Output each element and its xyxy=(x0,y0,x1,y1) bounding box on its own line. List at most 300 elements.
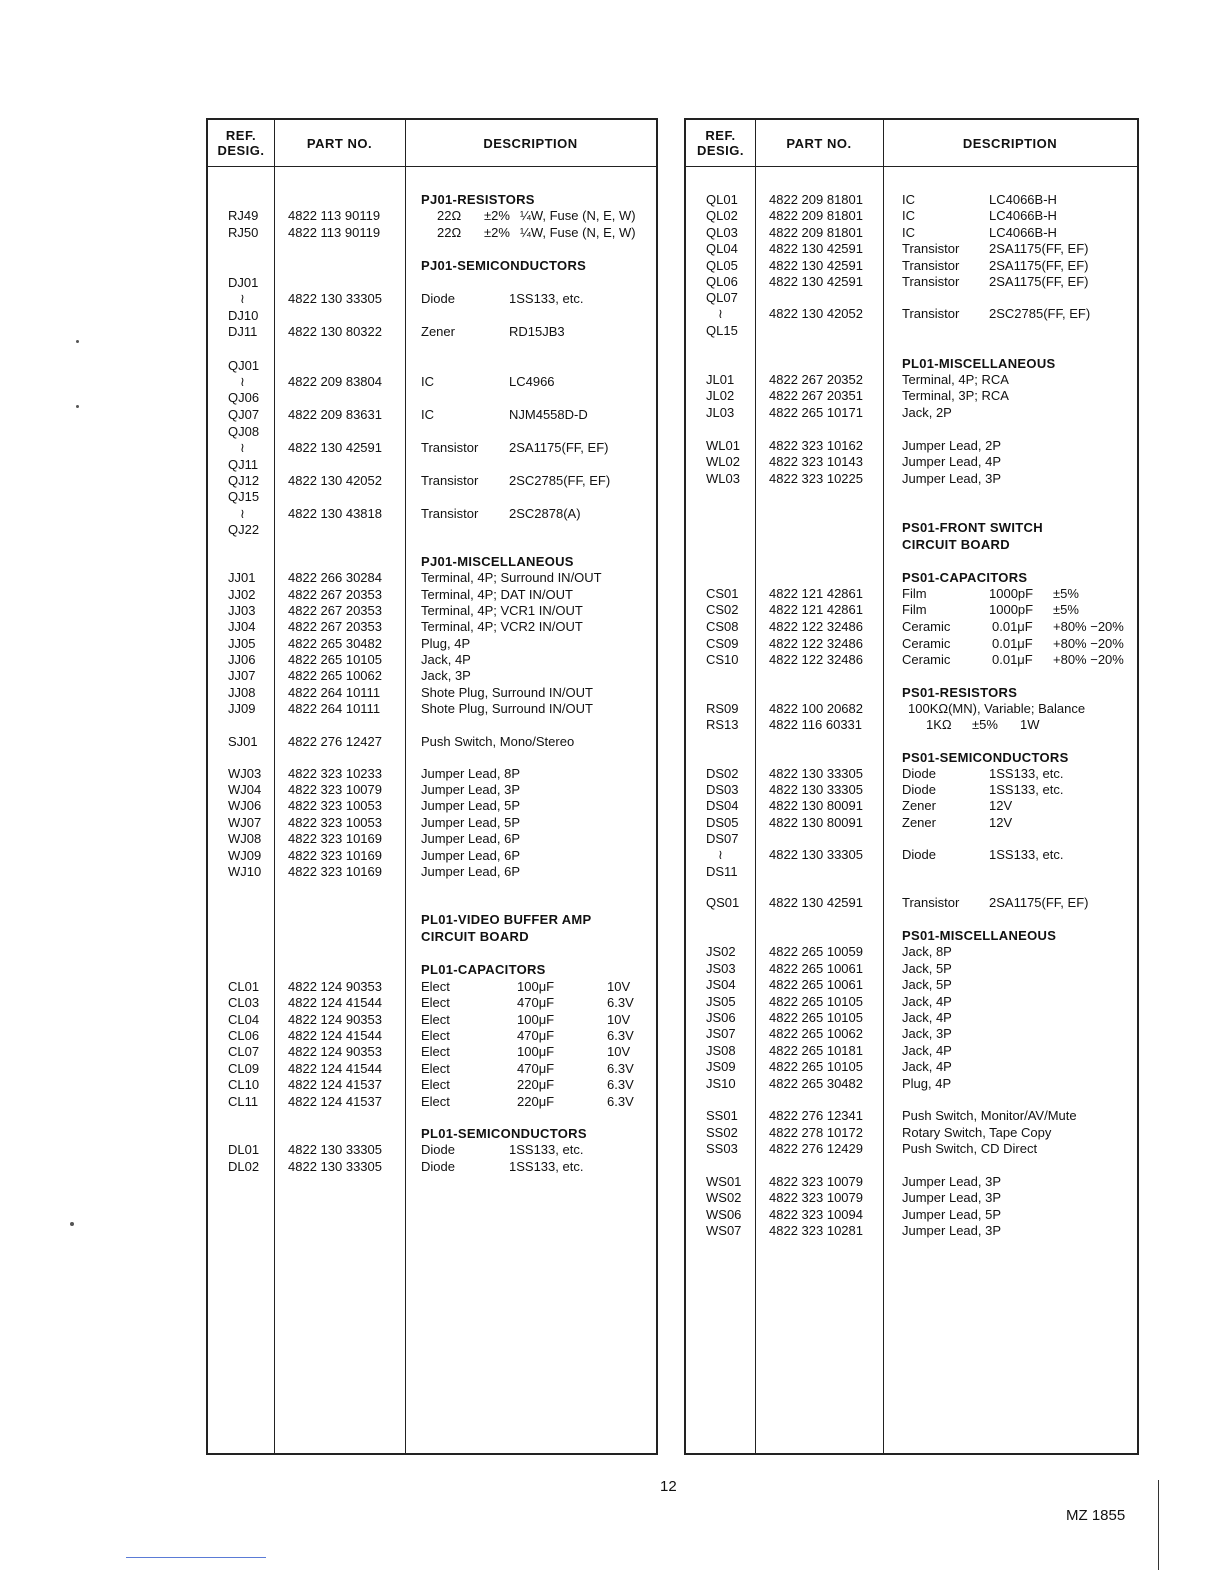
description-text: Diode xyxy=(902,766,936,781)
section-heading-text: PS01-MISCELLANEOUS xyxy=(902,928,1057,943)
table-row xyxy=(208,815,656,831)
description-text: 0.01μF xyxy=(992,619,1033,634)
part-number: 4822 122 32486 xyxy=(769,619,863,634)
section-heading xyxy=(686,570,1137,586)
section-heading-text: PJ01-RESISTORS xyxy=(421,192,535,207)
part-number: 4822 265 10062 xyxy=(769,1026,863,1041)
section-heading xyxy=(208,192,656,208)
description-text: Jack, 4P xyxy=(902,994,952,1009)
scan-speck xyxy=(76,340,79,343)
table-row xyxy=(686,225,1137,241)
table-row xyxy=(208,603,656,619)
description-text: Elect xyxy=(421,1012,450,1027)
description-text: Terminal, 4P; VCR1 IN/OUT xyxy=(421,603,583,618)
description-text: Elect xyxy=(421,1094,450,1109)
ref-desig: QL03 xyxy=(706,225,738,240)
header-divider xyxy=(686,166,1137,167)
document-id: MZ 1855 xyxy=(1066,1507,1126,1524)
description-text: Terminal, 4P; Surround IN/OUT xyxy=(421,570,602,585)
part-number: 4822 130 33305 xyxy=(769,782,863,797)
part-number: 4822 323 10053 xyxy=(288,798,382,813)
part-number: 4822 276 12341 xyxy=(769,1108,863,1123)
part-number: 4822 130 42052 xyxy=(769,306,863,321)
table-row xyxy=(686,1043,1137,1059)
description-text: Jumper Lead, 5P xyxy=(902,1207,1002,1222)
table-row xyxy=(686,1026,1137,1042)
table-row xyxy=(686,306,1137,322)
description-text: Transistor xyxy=(902,258,960,273)
ref-desig: CL01 xyxy=(228,979,260,994)
ref-desig: SS01 xyxy=(706,1108,738,1123)
ref-desig: WJ04 xyxy=(228,782,262,797)
description-text: Elect xyxy=(421,1077,450,1092)
ref-desig: JJ06 xyxy=(228,652,256,667)
section-heading-text: PS01-RESISTORS xyxy=(902,685,1018,700)
part-number: 4822 130 43818 xyxy=(288,506,382,521)
ref-desig: JS05 xyxy=(706,994,736,1009)
table-row xyxy=(208,831,656,847)
part-number: 4822 209 81801 xyxy=(769,225,863,240)
ref-desig: QJ12 xyxy=(228,473,260,488)
part-number: 4822 113 90119 xyxy=(288,208,381,223)
description-text: Jumper Lead, 3P xyxy=(902,1174,1002,1189)
table-row xyxy=(686,977,1137,993)
ref-desig: QS01 xyxy=(706,895,740,910)
table-row xyxy=(208,864,656,880)
part-number: 4822 267 20353 xyxy=(288,619,382,634)
table-row xyxy=(208,848,656,864)
description-text: ±5% xyxy=(1053,602,1079,617)
table-row xyxy=(208,1094,656,1110)
ref-desig: WS06 xyxy=(706,1207,742,1222)
description-text: Jack, 5P xyxy=(902,977,952,992)
description-text: 2SC2878(A) xyxy=(509,506,581,521)
table-row xyxy=(686,208,1137,224)
description-text: Transistor xyxy=(421,440,479,455)
table-row xyxy=(686,847,1137,863)
table-row xyxy=(208,358,656,374)
table-row xyxy=(686,602,1137,618)
description-text: Terminal, 4P; VCR2 IN/OUT xyxy=(421,619,583,634)
description-text: Jumper Lead, 2P xyxy=(902,438,1002,453)
ref-desig: CL03 xyxy=(228,995,260,1010)
description-text: +80% −20% xyxy=(1053,636,1124,651)
ref-desig: QL02 xyxy=(706,208,738,223)
table-row xyxy=(686,798,1137,814)
ref-desig: WJ06 xyxy=(228,798,262,813)
part-number: 4822 323 10169 xyxy=(288,864,382,879)
description-text: Shote Plug, Surround IN/OUT xyxy=(421,685,593,700)
table-row xyxy=(208,324,656,340)
ref-desig: SS02 xyxy=(706,1125,738,1140)
description-text: Jumper Lead, 3P xyxy=(902,1223,1002,1238)
table-row xyxy=(208,225,656,241)
part-number: 4822 323 10053 xyxy=(288,815,382,830)
description-text: 470μF xyxy=(517,1028,555,1043)
part-number: 4822 265 30482 xyxy=(769,1076,863,1091)
ref-desig: JS02 xyxy=(706,944,736,959)
ref-desig: RJ50 xyxy=(228,225,259,240)
section-heading-text: PS01-SEMICONDUCTORS xyxy=(902,750,1069,765)
ref-desig: QJ15 xyxy=(228,489,260,504)
description-text: Diode xyxy=(902,847,936,862)
ref-desig: JL01 xyxy=(706,372,735,387)
description-text: Plug, 4P xyxy=(421,636,471,651)
part-number: 4822 124 41544 xyxy=(288,1028,382,1043)
description-text: Terminal, 4P; RCA xyxy=(902,372,1009,387)
description-text: LC4066B-H xyxy=(989,225,1057,240)
ref-desig: DS11 xyxy=(706,864,738,879)
table-row xyxy=(208,619,656,635)
part-number: 4822 209 81801 xyxy=(769,192,863,207)
description-text: Rotary Switch, Tape Copy xyxy=(902,1125,1052,1140)
description-text: Elect xyxy=(421,1061,450,1076)
table-row xyxy=(208,506,656,522)
description-text: 6.3V xyxy=(607,1077,634,1092)
part-number: 4822 266 30284 xyxy=(288,570,382,585)
description-text: Transistor xyxy=(421,473,479,488)
description-text: Jumper Lead, 6P xyxy=(421,848,521,863)
description-text: Diode xyxy=(421,1159,455,1174)
table-row xyxy=(208,570,656,586)
table-row xyxy=(686,323,1137,339)
description-text: Elect xyxy=(421,995,450,1010)
table-row xyxy=(208,489,656,505)
description-text: Jumper Lead, 8P xyxy=(421,766,521,781)
ref-desig: WJ07 xyxy=(228,815,262,830)
table-row xyxy=(686,1010,1137,1026)
table-row xyxy=(686,782,1137,798)
ref-desig: WS02 xyxy=(706,1190,742,1205)
part-number: 4822 121 42861 xyxy=(769,602,863,617)
part-number: 4822 100 20682 xyxy=(769,701,863,716)
ref-desig: WL02 xyxy=(706,454,740,469)
description-text: 1SS133, etc. xyxy=(509,1159,584,1174)
part-number: 4822 130 42591 xyxy=(769,895,863,910)
section-heading xyxy=(686,750,1137,766)
table-row xyxy=(686,864,1137,880)
description-text: Diode xyxy=(421,291,455,306)
ref-desig: QL01 xyxy=(706,192,738,207)
description-text: 12V xyxy=(989,815,1013,830)
description-text: LC4966 xyxy=(509,374,555,389)
description-text: 2SC2785(FF, EF) xyxy=(509,473,611,488)
table-row xyxy=(686,258,1137,274)
part-number: 4822 130 33305 xyxy=(769,766,863,781)
section-heading-text: PL01-SEMICONDUCTORS xyxy=(421,1126,587,1141)
part-number: 4822 323 10169 xyxy=(288,848,382,863)
part-number: 4822 265 10105 xyxy=(769,1059,863,1074)
header-description: DESCRIPTION xyxy=(483,135,578,151)
section-heading xyxy=(686,928,1137,944)
ref-desig: WL03 xyxy=(706,471,740,486)
ref-desig: DJ10 xyxy=(228,308,259,323)
table-row xyxy=(686,1190,1137,1206)
section-heading-text: PL01-VIDEO BUFFER AMP xyxy=(421,912,592,927)
part-number: 4822 130 42052 xyxy=(288,473,382,488)
part-number: 4822 265 10059 xyxy=(769,944,863,959)
description-text: Transistor xyxy=(902,241,960,256)
part-number: 4822 264 10111 xyxy=(288,685,381,700)
part-number: 4822 323 10233 xyxy=(288,766,382,781)
table-row xyxy=(686,1207,1137,1223)
description-text: ¼W, Fuse (N, E, W) xyxy=(520,208,636,223)
table-row xyxy=(686,815,1137,831)
table-row xyxy=(208,587,656,603)
part-number: 4822 265 10062 xyxy=(288,668,382,683)
table-row xyxy=(208,457,656,473)
table-row xyxy=(208,734,656,750)
table-row xyxy=(686,1174,1137,1190)
table-row xyxy=(208,766,656,782)
description-text: 1SS133, etc. xyxy=(989,766,1064,781)
part-number: 4822 122 32486 xyxy=(769,652,863,667)
description-text: 1SS133, etc. xyxy=(989,847,1064,862)
part-number: 4822 323 10079 xyxy=(288,782,382,797)
table-row xyxy=(686,619,1137,635)
table-row xyxy=(686,1059,1137,1075)
description-text: 6.3V xyxy=(607,1094,634,1109)
description-text: Diode xyxy=(421,1142,455,1157)
part-number: 4822 124 90353 xyxy=(288,1044,382,1059)
table-row xyxy=(686,405,1137,421)
part-number: 4822 323 10143 xyxy=(769,454,863,469)
ref-desig: QL06 xyxy=(706,274,738,289)
section-heading-text: CIRCUIT BOARD xyxy=(902,537,1010,552)
ref-desig: DJ11 xyxy=(228,324,258,339)
part-number: 4822 124 41544 xyxy=(288,995,382,1010)
part-number: 4822 265 10171 xyxy=(769,405,863,420)
ref-desig: JS03 xyxy=(706,961,736,976)
description-text: IC xyxy=(902,208,915,223)
description-text: Push Switch, Monitor/AV/Mute xyxy=(902,1108,1077,1123)
description-text: 2SA1175(FF, EF) xyxy=(989,895,1089,910)
description-text: 22Ω xyxy=(437,225,462,240)
part-number: 4822 130 42591 xyxy=(288,440,382,455)
page-number: 12 xyxy=(660,1478,677,1495)
table-row xyxy=(208,522,656,538)
ref-desig: CS08 xyxy=(706,619,739,634)
table-row xyxy=(686,831,1137,847)
ref-desig: CL10 xyxy=(228,1077,260,1092)
description-text: Jack, 5P xyxy=(902,961,952,976)
description-text: Transistor xyxy=(421,506,479,521)
table-row xyxy=(208,275,656,291)
part-number: 4822 130 33305 xyxy=(288,1142,382,1157)
part-number: 4822 124 41537 xyxy=(288,1077,382,1092)
description-text: LC4066B-H xyxy=(989,208,1057,223)
table-row xyxy=(686,1108,1137,1124)
ref-desig: JJ04 xyxy=(228,619,256,634)
table-row xyxy=(208,1012,656,1028)
description-text: 100μF xyxy=(517,1044,555,1059)
ref-desig: WS07 xyxy=(706,1223,742,1238)
table-row xyxy=(208,291,656,307)
description-text: 470μF xyxy=(517,1061,555,1076)
ref-desig: JJ02 xyxy=(228,587,256,602)
table-row xyxy=(686,586,1137,602)
section-heading-text: PL01-CAPACITORS xyxy=(421,962,546,977)
ref-desig: RS13 xyxy=(706,717,739,732)
section-heading-text: PS01-CAPACITORS xyxy=(902,570,1028,585)
table-row xyxy=(686,701,1137,717)
table-row xyxy=(686,1141,1137,1157)
table-row xyxy=(686,274,1137,290)
ref-desig: RS09 xyxy=(706,701,739,716)
description-text: RD15JB3 xyxy=(509,324,565,339)
ref-desig: QL05 xyxy=(706,258,738,273)
table-row xyxy=(686,961,1137,977)
ref-desig: JS04 xyxy=(706,977,736,992)
description-text: Jack, 3P xyxy=(902,1026,952,1041)
description-text: Shote Plug, Surround IN/OUT xyxy=(421,701,593,716)
ref-desig: JJ08 xyxy=(228,685,256,700)
description-text: IC xyxy=(902,225,915,240)
table-row xyxy=(208,1044,656,1060)
description-text: 1SS133, etc. xyxy=(509,291,584,306)
part-number: 4822 265 10105 xyxy=(288,652,382,667)
part-number: 4822 124 90353 xyxy=(288,1012,382,1027)
description-text: Push Switch, CD Direct xyxy=(902,1141,1038,1156)
description-text: 1KΩ xyxy=(926,717,952,732)
ref-desig: JJ07 xyxy=(228,668,256,683)
part-number: 4822 130 33305 xyxy=(288,291,382,306)
part-number: 4822 130 80091 xyxy=(769,815,863,830)
table-row xyxy=(686,1125,1137,1141)
header-part-no: PART NO. xyxy=(306,135,373,151)
section-heading xyxy=(686,685,1137,701)
part-number: 4822 267 20352 xyxy=(769,372,863,387)
description-text: Jumper Lead, 6P xyxy=(421,864,521,879)
ref-desig: QJ11 xyxy=(228,457,259,472)
description-text: 2SA1175(FF, EF) xyxy=(989,241,1089,256)
description-text: Jumper Lead, 5P xyxy=(421,815,521,830)
ref-desig: ≀ xyxy=(240,440,245,455)
part-number: 4822 209 83804 xyxy=(288,374,382,389)
part-number: 4822 323 10079 xyxy=(769,1190,863,1205)
table-row xyxy=(686,1223,1137,1239)
table-row xyxy=(208,390,656,406)
description-text: Ceramic xyxy=(902,636,951,651)
ref-desig: QL07 xyxy=(706,290,738,305)
table-row xyxy=(208,208,656,224)
ref-desig: QL04 xyxy=(706,241,738,256)
description-text: Jumper Lead, 4P xyxy=(902,454,1002,469)
description-text: ±5% xyxy=(972,717,998,732)
section-heading-text: PS01-FRONT SWITCH xyxy=(902,520,1043,535)
description-text: 1SS133, etc. xyxy=(509,1142,584,1157)
parts-table-right xyxy=(684,118,1139,1455)
description-text: Film xyxy=(902,602,927,617)
description-text: Plug, 4P xyxy=(902,1076,952,1091)
ref-desig: QJ01 xyxy=(228,358,260,373)
table-row xyxy=(208,995,656,1011)
table-row xyxy=(686,652,1137,668)
part-number: 4822 265 10061 xyxy=(769,961,863,976)
ref-desig: SJ01 xyxy=(228,734,258,749)
part-number: 4822 130 33305 xyxy=(769,847,863,862)
description-text: Jumper Lead, 6P xyxy=(421,831,521,846)
table-row xyxy=(686,192,1137,208)
description-text: Zener xyxy=(421,324,455,339)
header-description: DESCRIPTION xyxy=(962,135,1058,151)
description-text: 220μF xyxy=(517,1077,555,1092)
ref-desig: CL07 xyxy=(228,1044,260,1059)
part-number: 4822 265 10061 xyxy=(769,977,863,992)
part-number: 4822 130 33305 xyxy=(288,1159,382,1174)
ref-desig: QJ06 xyxy=(228,390,260,405)
table-row xyxy=(686,290,1137,306)
table-row xyxy=(208,407,656,423)
part-number: 4822 265 10181 xyxy=(769,1043,863,1058)
description-text: Terminal, 3P; RCA xyxy=(902,388,1009,403)
table-row xyxy=(208,374,656,390)
table-row xyxy=(208,424,656,440)
ref-desig: WS01 xyxy=(706,1174,742,1189)
ref-desig: DS07 xyxy=(706,831,739,846)
description-text: Film xyxy=(902,586,927,601)
section-heading-text: PL01-MISCELLANEOUS xyxy=(902,356,1056,371)
section-heading xyxy=(208,912,656,928)
ref-desig: CL04 xyxy=(228,1012,260,1027)
table-row xyxy=(686,895,1137,911)
section-heading xyxy=(208,962,656,978)
ref-desig: DS03 xyxy=(706,782,739,797)
part-number: 4822 265 10105 xyxy=(769,1010,863,1025)
section-heading-text: PJ01-SEMICONDUCTORS xyxy=(421,258,587,273)
ref-desig: DJ01 xyxy=(228,275,259,290)
part-number: 4822 130 80322 xyxy=(288,324,382,339)
table-row xyxy=(208,685,656,701)
description-text: Jack, 4P xyxy=(902,1010,952,1025)
part-number: 4822 265 10105 xyxy=(769,994,863,1009)
section-heading xyxy=(686,356,1137,372)
table-row xyxy=(208,798,656,814)
description-text: Push Switch, Mono/Stereo xyxy=(421,734,575,749)
ref-desig: WJ03 xyxy=(228,766,262,781)
header-ref-desig: REF. DESIG. xyxy=(696,128,745,158)
description-text: Jumper Lead, 3P xyxy=(421,782,521,797)
table-row xyxy=(208,1159,656,1175)
table-row xyxy=(686,766,1137,782)
part-number: 4822 122 32486 xyxy=(769,636,863,651)
description-text: Ceramic xyxy=(902,652,951,667)
description-text: Jack, 8P xyxy=(902,944,952,959)
part-number: 4822 124 41537 xyxy=(288,1094,382,1109)
part-number: 4822 130 80091 xyxy=(769,798,863,813)
description-text: +80% −20% xyxy=(1053,652,1124,667)
table-row xyxy=(208,668,656,684)
part-number: 4822 276 12429 xyxy=(769,1141,863,1156)
description-text: Jumper Lead, 3P xyxy=(902,471,1002,486)
ref-desig: ≀ xyxy=(240,291,245,306)
table-row xyxy=(686,1076,1137,1092)
table-row xyxy=(208,1077,656,1093)
description-text: Elect xyxy=(421,1044,450,1059)
table-row xyxy=(686,454,1137,470)
ref-desig: DS05 xyxy=(706,815,739,830)
ref-desig: JL03 xyxy=(706,405,735,420)
part-number: 4822 278 10172 xyxy=(769,1125,863,1140)
description-text: 100μF xyxy=(517,979,555,994)
description-text: Zener xyxy=(902,815,936,830)
table-row xyxy=(686,717,1137,733)
description-text: Jumper Lead, 5P xyxy=(421,798,521,813)
description-text: IC xyxy=(421,407,434,422)
description-text: IC xyxy=(902,192,915,207)
description-text: 10V xyxy=(607,1012,631,1027)
ref-desig: RJ49 xyxy=(228,208,259,223)
